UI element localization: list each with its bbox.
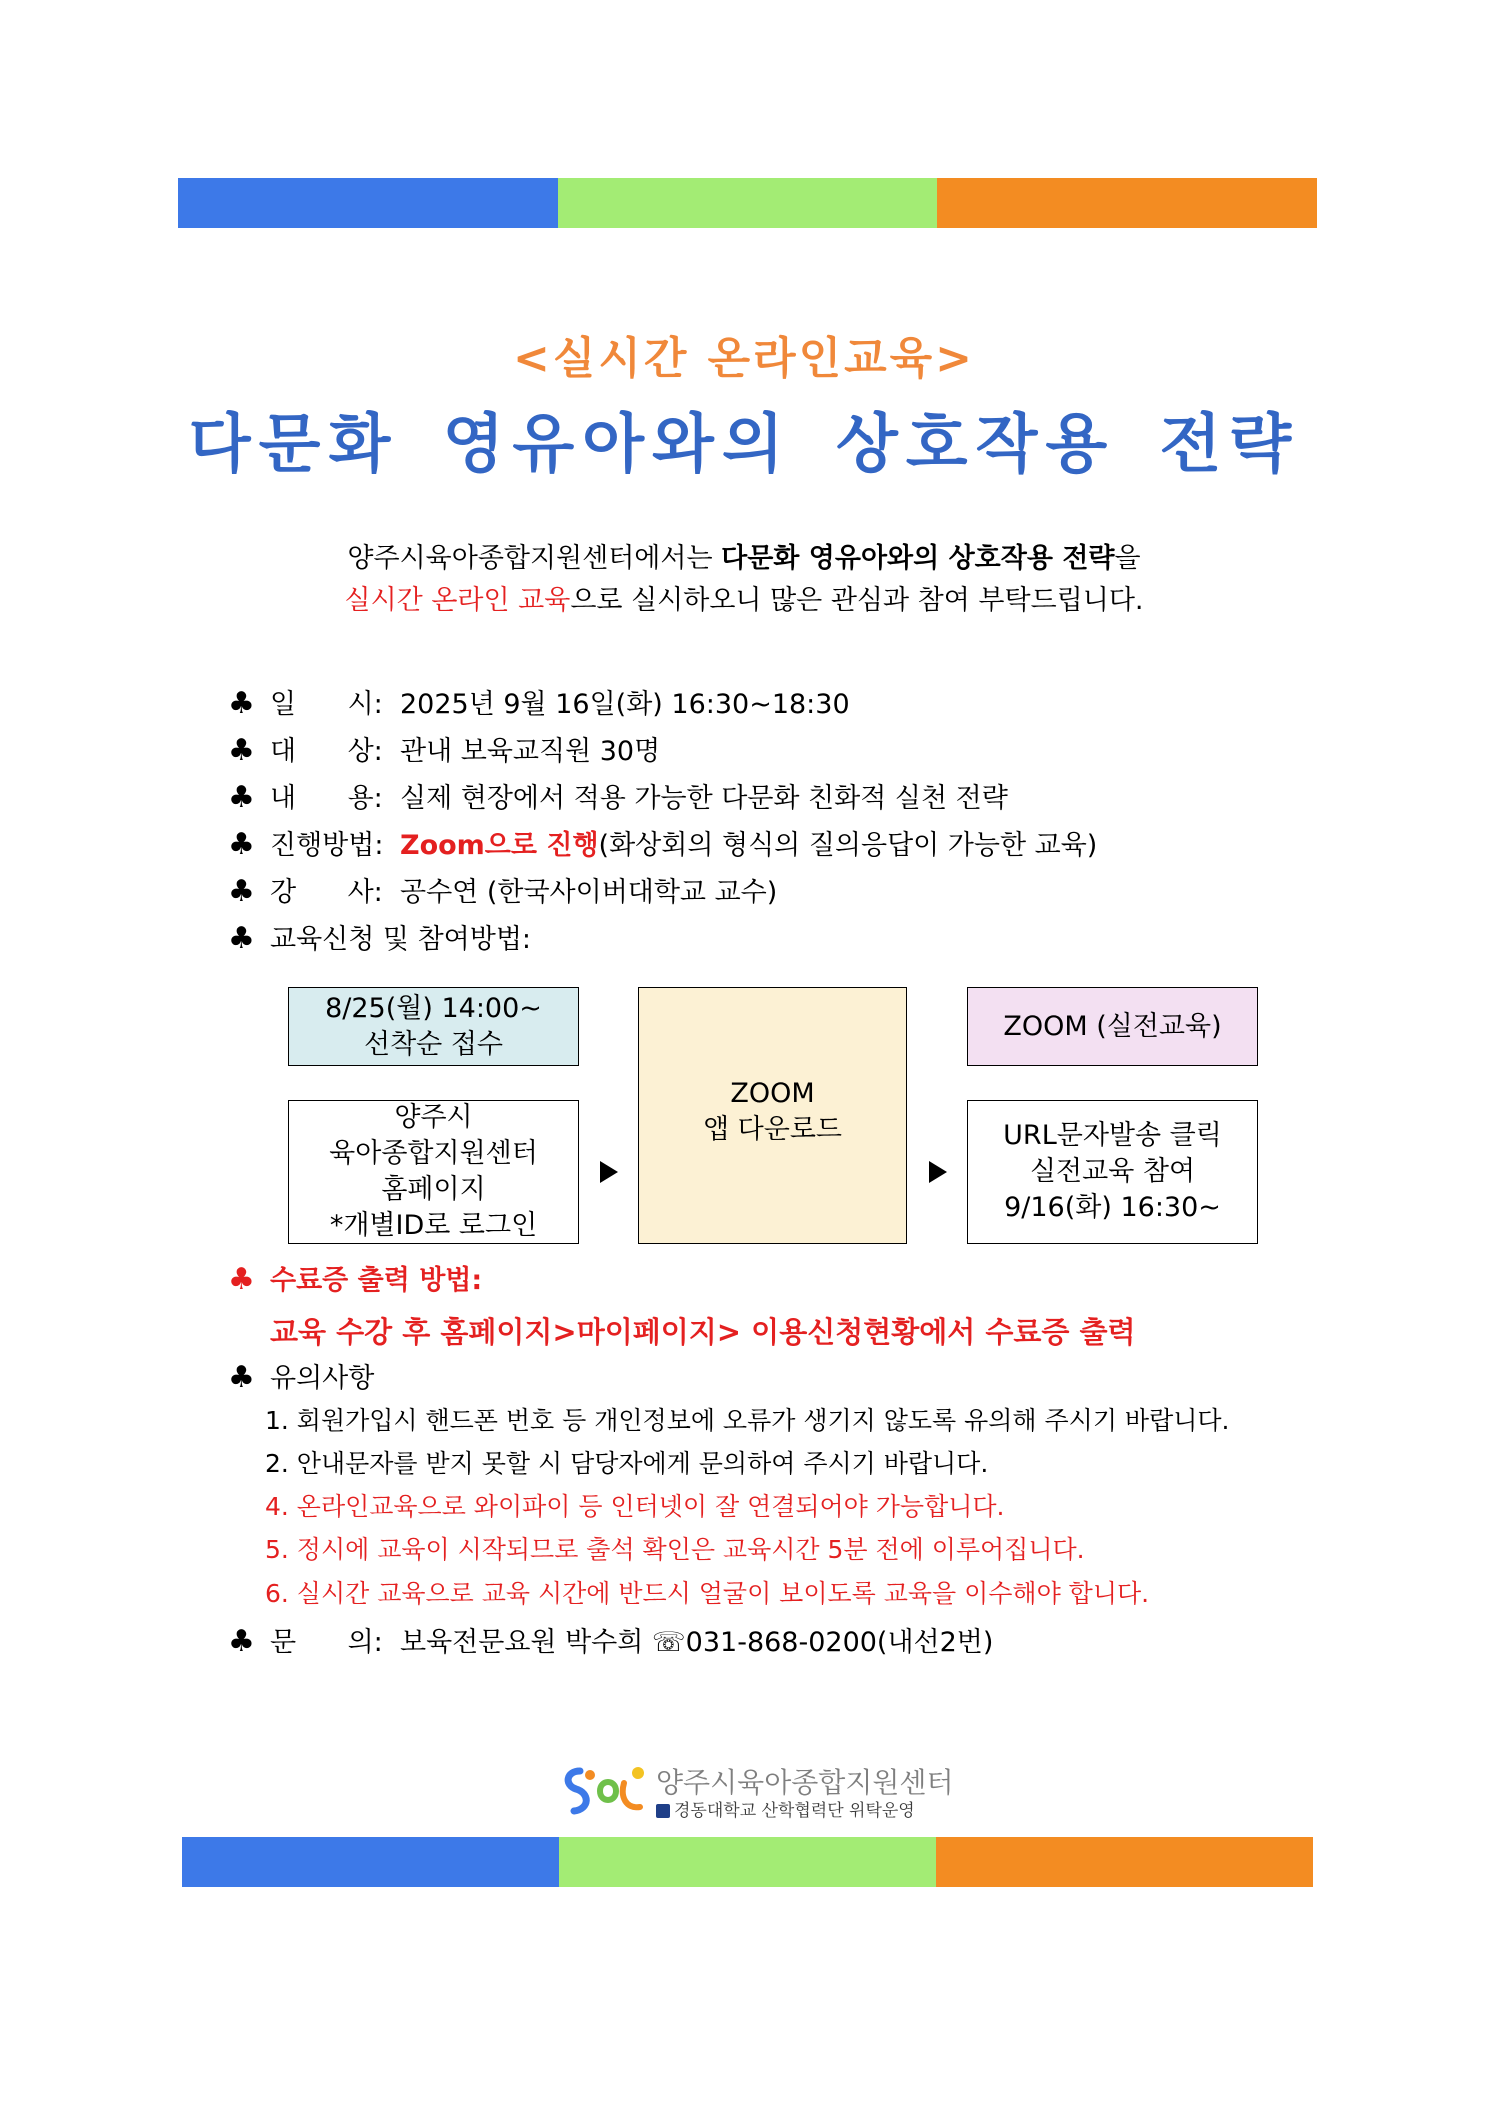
info-content <box>228 780 1328 817</box>
method-value-highlight: Zoom으로 진행 <box>400 830 599 861</box>
flow-zoom-app-box <box>638 987 907 1244</box>
flow-url-line: 9/16(화) 16:30~ <box>1004 1192 1221 1223</box>
certificate-detail: 교육 수강 후 홈페이지>마이페이지> 이용신청현황에서 수료증 출력 <box>270 1315 1136 1349</box>
info-notes <box>228 1360 1328 1397</box>
certificate-label: 수료증 출력 방법: <box>270 1265 483 1296</box>
note-item: 5. 정시에 교육이 시작되므로 출석 확인은 교육시간 5분 전에 이루어집니다. <box>265 1535 1085 1564</box>
info-target <box>228 733 1328 770</box>
flow-home-line: *개별ID로 로그인 <box>329 1210 538 1241</box>
info-date <box>228 686 1328 723</box>
flow-home-line: 양주시 <box>394 1102 473 1133</box>
intro-text-a: 양주시육아종합지원센터에서는 <box>347 543 722 574</box>
apply-label: 교육신청 및 참여방법: <box>270 924 531 955</box>
flow-home-line: 홈페이지 <box>381 1174 486 1205</box>
stripe-orange <box>936 1837 1313 1887</box>
note-item: 6. 실시간 교육으로 교육 시간에 반드시 얼굴이 보이도록 교육을 이수해야 합니다. <box>265 1579 1150 1608</box>
instructor-value: 공수연 (한국사이버대학교 교수) <box>400 877 778 908</box>
org-logo <box>560 1763 954 1821</box>
intro-course-name: 다문화 영유아와의 상호작용 전략 <box>721 543 1115 574</box>
org-name: 양주시육아종합지원센터 <box>656 1766 954 1799</box>
club-icon: ♣ <box>228 1360 255 1395</box>
note-item: 4. 온라인교육으로 와이파이 등 인터넷이 잘 연결되어야 가능합니다. <box>265 1492 1005 1521</box>
note-item: 1. 회원가입시 핸드폰 번호 등 개인정보에 오류가 생기지 않도록 유의해 주시기 바랍니다. <box>265 1406 1230 1435</box>
flow-url-line: URL문자발송 클릭 <box>1003 1120 1222 1151</box>
info-certificate <box>228 1262 1328 1299</box>
intro-text <box>0 538 1488 622</box>
flow-url-box <box>967 1100 1258 1244</box>
note-item: 2. 안내문자를 받지 못할 시 담당자에게 문의하여 주시기 바랍니다. <box>265 1449 989 1478</box>
stripe-blue <box>178 178 558 228</box>
arrow-right-icon <box>600 1161 618 1183</box>
club-icon: ♣ <box>228 733 255 768</box>
instructor-label: 강 사: <box>270 877 383 908</box>
stripe-blue <box>182 1837 559 1887</box>
target-label: 대 상: <box>270 736 383 767</box>
club-icon: ♣ <box>228 1624 255 1659</box>
bottom-color-stripe <box>182 1837 1313 1887</box>
org-logo-icon <box>560 1763 650 1819</box>
contact-value: 보육전문요원 박수희 ☏031-868-0200(내선2번) <box>400 1627 994 1658</box>
intro-text-rest: 으로 실시하오니 많은 관심과 참여 부탁드립니다. <box>570 585 1144 616</box>
stripe-green <box>558 178 938 228</box>
club-icon: ♣ <box>228 780 255 815</box>
intro-text-b: 을 <box>1114 543 1141 574</box>
intro-line-1 <box>0 538 1488 580</box>
club-icon: ♣ <box>228 827 255 862</box>
stripe-green <box>559 1837 936 1887</box>
flow-zoom-live-box <box>967 987 1258 1066</box>
target-value: 관내 보육교직원 30명 <box>400 736 661 767</box>
club-icon: ♣ <box>228 686 255 721</box>
date-value: 2025년 9월 16일(화) 16:30~18:30 <box>400 689 850 720</box>
flow-homepage-box <box>288 1100 579 1244</box>
flow-date-box <box>288 987 579 1066</box>
university-emblem-icon <box>656 1804 670 1818</box>
flow-home-line: 육아종합지원센터 <box>329 1138 538 1169</box>
arrow-right-icon <box>929 1161 947 1183</box>
notes-label: 유의사항 <box>270 1363 375 1394</box>
info-method <box>228 827 1328 864</box>
org-operator <box>656 1796 915 1821</box>
method-label: 진행방법: <box>270 830 384 861</box>
top-color-stripe <box>178 178 1317 228</box>
event-subtitle: <실시간 온라인교육> <box>512 333 976 384</box>
flow-url-line: 실전교육 참여 <box>1029 1156 1196 1187</box>
date-label: 일 시: <box>270 689 383 720</box>
intro-highlight: 실시간 온라인 교육 <box>344 585 571 616</box>
info-apply <box>228 921 1328 958</box>
org-operator-text: 경동대학교 산학협력단 위탁운영 <box>674 1801 915 1821</box>
flow-zoom-line: ZOOM <box>730 1078 815 1109</box>
stripe-orange <box>937 178 1317 228</box>
contact-label: 문 의: <box>270 1627 383 1658</box>
flow-zoom-live-line: ZOOM (실전교육) <box>1003 1010 1222 1042</box>
club-icon: ♣ <box>228 1262 255 1297</box>
flow-date-line: 8/25(월) 14:00~ <box>325 992 542 1024</box>
info-contact <box>228 1624 1328 1661</box>
intro-line-2 <box>0 580 1488 622</box>
method-value-rest: (화상회의 형식의 질의응답이 가능한 교육) <box>598 830 1098 861</box>
club-icon: ♣ <box>228 874 255 909</box>
flow-zoom-line: 앱 다운로드 <box>703 1114 842 1145</box>
flow-date-line: 선착순 접수 <box>364 1028 503 1060</box>
page-title: 다문화 영유아와의 상호작용 전략 <box>188 408 1300 482</box>
info-instructor <box>228 874 1328 911</box>
content-value: 실제 현장에서 적용 가능한 다문화 친화적 실천 전략 <box>400 783 1008 814</box>
club-icon: ♣ <box>228 921 255 956</box>
content-label: 내 용: <box>270 783 383 814</box>
